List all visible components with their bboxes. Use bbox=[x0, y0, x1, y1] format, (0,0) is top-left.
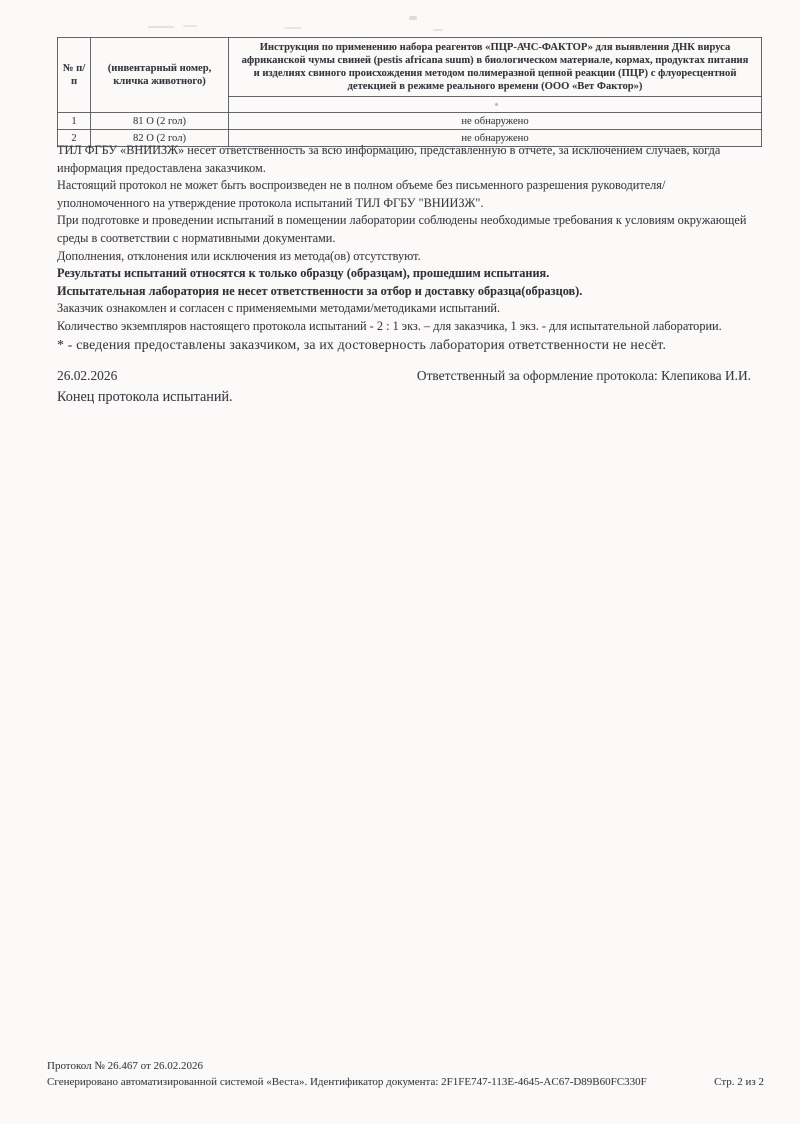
scan-artifact bbox=[495, 103, 498, 106]
test-result-cell: не обнаружено bbox=[229, 130, 762, 147]
page-footer bbox=[47, 1058, 764, 1090]
col-header-num: № п/п bbox=[58, 38, 91, 113]
footer-generated-line: Сгенерировано автоматизированной системой «Веста». Идентификатор документа: 2F1FE747-113E-4645-AC67-D89B60FC330F bbox=[47, 1076, 647, 1088]
row-number-cell: 2 bbox=[58, 130, 91, 147]
paragraph-deviations: Дополнения, отклонения или исключения из метода(ов) отсутствуют. bbox=[57, 248, 421, 263]
scan-artifact bbox=[183, 25, 197, 27]
col-header-sample: (инвентарный номер, кличка животного) bbox=[91, 38, 229, 113]
disclaimer-section bbox=[57, 142, 751, 354]
scan-artifact bbox=[284, 27, 302, 29]
signoff-section bbox=[57, 366, 751, 407]
footer-protocol-line: Протокол № 26.467 от 26.02.2026 bbox=[47, 1060, 203, 1072]
paragraph-reproduction: Настоящий протокол не может быть воспроизведен не в полном объеме без письменного разрешения руководителя/ уполномоченного на утверждение протокола испытаний ТИЛ ФГБУ "ВНИИЗЖ". bbox=[57, 178, 666, 210]
paragraph-asterisk-note: * - сведения предоставлены заказчиком, за их достоверность лаборатория ответственности не несёт. bbox=[57, 336, 667, 352]
sample-id-cell: 82 О (2 гол) bbox=[91, 130, 229, 147]
protocol-date: 26.02.2026 bbox=[57, 368, 118, 383]
row-number-cell: 1 bbox=[58, 113, 91, 130]
scan-artifact bbox=[148, 26, 174, 28]
results-table bbox=[57, 37, 762, 147]
responsible-person: Ответственный за оформление протокола: Клепикова И.И. bbox=[416, 368, 751, 383]
table-header-row bbox=[58, 38, 762, 97]
scan-artifact bbox=[433, 29, 443, 31]
paragraph-customer-consent: Заказчик ознакомлен и согласен с применяемыми методами/методиками испытаний. bbox=[57, 301, 501, 316]
paragraph-copies: Количество экземпляров настоящего протокола испытаний - 2 : 1 экз. – для заказчика, 1 экз. - для испытательной лаборатории. bbox=[57, 318, 722, 333]
paragraph-responsibility: ТИЛ ФГБУ «ВНИИЗЖ» несет ответственность за всю информацию, представленную в отчете, за исключением случаев, когда информация предоставлена заказчиком. bbox=[57, 143, 721, 175]
col-header-method: Инструкция по применению набора реагентов «ПЦР-АЧС-ФАКТОР» для выявления ДНК вируса африканской чумы свиней (pestis africana suum) в биологическом материале, кормах, продуктах питания и изделиях свиного происхождения методом полимеразной цепной реакции (ПЦР) с флуоресцентной детекцией в режиме реального времени (ООО «Вет Фактор») bbox=[229, 38, 762, 97]
method-subheader-empty-cell bbox=[229, 97, 762, 113]
table-row bbox=[58, 113, 762, 130]
page-indicator: Стр. 2 из 2 bbox=[714, 1076, 764, 1088]
scan-artifact bbox=[409, 16, 417, 20]
paragraph-results-scope: Результаты испытаний относятся к только образцу (образцам), прошедшим испытания. bbox=[57, 266, 550, 281]
sample-id-cell: 81 О (2 гол) bbox=[91, 113, 229, 130]
paragraph-sampling-liability: Испытательная лаборатория не несет ответственности за отбор и доставку образца(образцов). bbox=[57, 283, 583, 298]
end-of-protocol: Конец протокола испытаний. bbox=[57, 389, 233, 405]
paragraph-conditions: При подготовке и проведении испытаний в помещении лаборатории соблюдены необходимые требования к условиям окружающей среды в соответствии с нормативными документами. bbox=[57, 213, 747, 245]
test-result-cell: не обнаружено bbox=[229, 113, 762, 130]
